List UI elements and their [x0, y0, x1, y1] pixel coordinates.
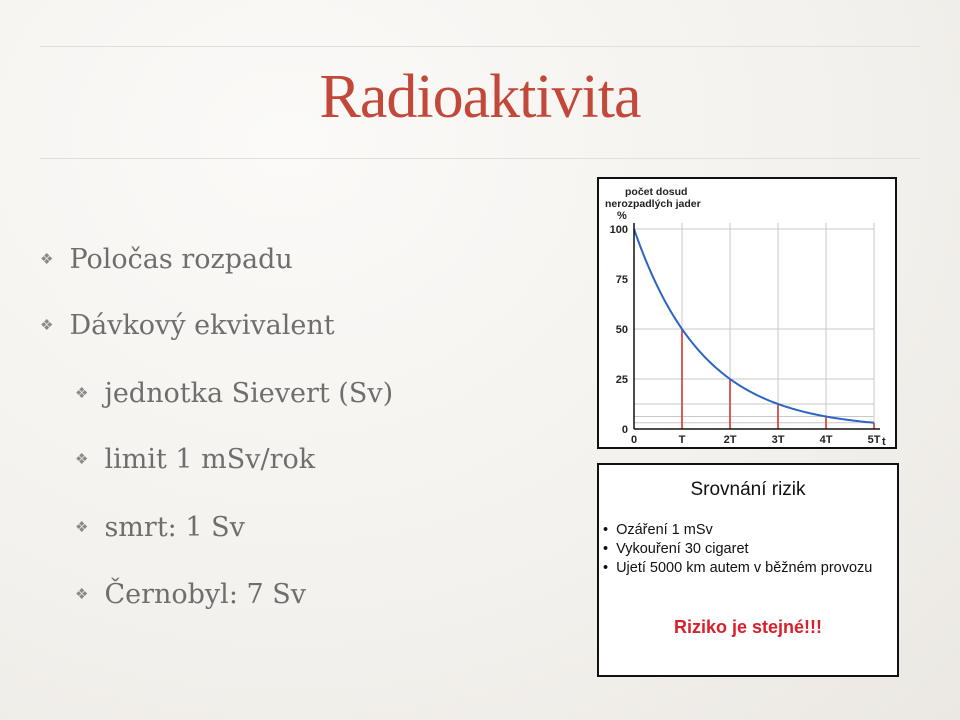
decay-chart-svg	[599, 179, 895, 447]
x-tick-label: 4T	[819, 434, 833, 446]
y-tick-label: 100	[609, 224, 628, 236]
chart-ylabel: %	[617, 210, 627, 222]
slide-title: Radioaktivita	[319, 63, 641, 131]
y-tick-label: 50	[615, 324, 628, 336]
ornament-icon: ❖	[40, 250, 54, 268]
bullet-item	[40, 310, 335, 341]
bullet-item	[75, 579, 306, 610]
x-tick-label: T	[678, 434, 686, 446]
chart-xlabel: t	[882, 436, 886, 447]
bullet-text: Poločas rozpadu	[69, 244, 293, 275]
bullet-text: jednotka Sievert (Sv)	[104, 378, 394, 409]
comparison-list	[603, 521, 872, 578]
y-tick-label: 25	[615, 374, 628, 386]
risk-comparison-box	[597, 463, 899, 677]
x-tick-label: 3T	[771, 434, 785, 446]
ornament-icon: ❖	[40, 316, 54, 334]
bullet-item	[75, 378, 393, 409]
decay-curve	[634, 229, 874, 423]
bullet-item	[75, 444, 315, 475]
title-rule	[40, 158, 920, 159]
comparison-title: Srovnání rizik	[690, 479, 806, 500]
bullet-item	[40, 244, 293, 275]
comparison-result: Riziko je stejné!!!	[673, 617, 823, 637]
decay-chart	[597, 177, 897, 449]
chart-title-line-2: nerozpadlých jader	[605, 198, 701, 210]
top-rule	[40, 46, 920, 47]
y-tick-label: 75	[615, 274, 628, 286]
bullet-text: limit 1 mSv/rok	[104, 444, 316, 475]
x-tick-label: 0	[630, 434, 638, 446]
ornament-icon: ❖	[75, 384, 89, 402]
list-item: • Ujetí 5000 km autem v běžném provozu	[603, 559, 872, 578]
list-item: • Vykouření 30 cigaret	[603, 540, 872, 559]
ornament-icon: ❖	[75, 450, 89, 468]
x-tick-label: 2T	[723, 434, 737, 446]
list-item: • Ozáření 1 mSv	[603, 521, 872, 540]
bullet-text: Dávkový ekvivalent	[69, 310, 335, 341]
y-tick-label: 0	[621, 424, 628, 436]
bullet-item	[75, 512, 245, 543]
chart-title-line-1: počet dosud	[625, 186, 688, 198]
bullet-text: Černobyl: 7 Sv	[104, 579, 307, 610]
x-tick-label: 5T	[867, 434, 881, 446]
ornament-icon: ❖	[75, 585, 89, 603]
ornament-icon: ❖	[75, 518, 89, 536]
bullet-text: smrt: 1 Sv	[104, 512, 245, 543]
